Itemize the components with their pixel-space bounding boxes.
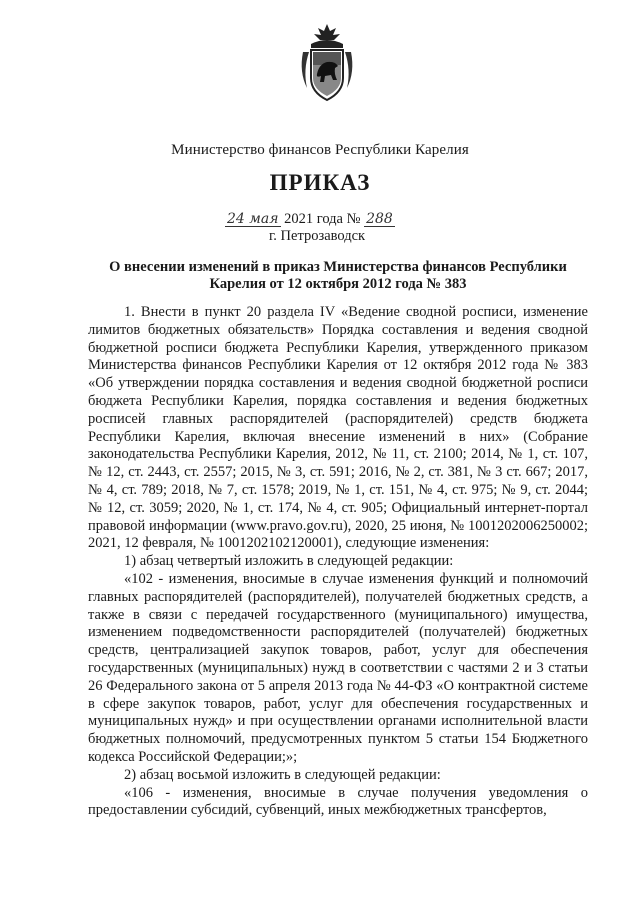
document-body bbox=[88, 304, 588, 820]
subject-heading: О внесении изменений в приказ Министерства финансов Республики Карелия от 12 октября 2012 года № 383 bbox=[109, 259, 567, 292]
city-line: г. Петрозаводск bbox=[269, 228, 366, 244]
ministry-name: Министерство финансов Республики Карелия bbox=[171, 142, 469, 158]
paragraph-1: 1. Внести в пункт 20 раздела IV «Ведение сводной росписи, изменение лимитов бюджетных обязательств» Порядка составления и ведения сводной бюджетной росписи бюджета Республики Карелия, утвержденного приказом Министерства финансов Республики Карелия от 12 октября 2012 года № 383 «Об утверждении порядка составления и ведения сводной бюджетной росписи бюджета Республики Карелия, порядка составления и ведения бюджетных росписей главных распорядителей (распорядителей) средств бюджета Республики Карелия, включая внесение изменений в них» (Собрание законодательства Республики Карелия, 2012, № 11, ст. 2100; 2014, № 1, ст. 107, № 12, ст. 2443, ст. 2557; 2015, № 3, ст. 591; 2016, № 2, ст. 381, № 3 ст. 667; 2017, № 4, ст. 789; 2018, № 7, ст. 1578; 2019, № 1, ст. 151, № 4, ст. 975; № 9, ст. 2044; № 12, ст. 3059; 2020, № 1, ст. 174, № 4, ст. 905; Официальный интернет-портал правовой информации (www.pravo.gov.ru), 2020, 25 июня, № 1001202006250002; 2021, 12 февраля, № 1001202102120001), следующие изменения: bbox=[88, 304, 588, 552]
paragraph-4: 2) абзац восьмой изложить в следующей редакции: bbox=[124, 766, 441, 783]
date-number-line bbox=[225, 211, 395, 228]
year-text: 2021 года № bbox=[284, 211, 361, 227]
paragraph-5: «106 - изменения, вносимые в случае получения уведомления о предоставлении субсидий, субвенций, иных межбюджетных трансфертов, bbox=[88, 784, 588, 819]
paragraph-3: «102 - изменения, вносимые в случае изменения функций и полномочий главных распорядителей (распорядителей), получателей бюджетных средств, а также в связи с передачей государственного (муниципального) имущества, изменением подведомственности распорядителей (получателей) бюджетных средств, централизацией закупок товаров, работ, услуг для обеспечения государственных (муниципальных) нужд в соответствии с частями 2 и 3 статьи 26 Федерального закона от 5 апреля 2013 года № 44-ФЗ «О контрактной системе в сфере закупок товаров, работ, услуг для обеспечения государственных и муниципальных нужд» и при осуществлении органами исполнительной власти бюджетных полномочий, предусмотренных пунктом 5 статьи 154 Бюджетного кодекса Российской Федерации;»; bbox=[88, 570, 588, 765]
document-title: ПРИКАЗ bbox=[269, 170, 371, 195]
handwritten-date: 24 мая bbox=[227, 211, 279, 227]
coat-of-arms-icon bbox=[297, 22, 357, 104]
paragraph-2: 1) абзац четвертый изложить в следующей редакции: bbox=[124, 553, 454, 570]
handwritten-number: 288 bbox=[366, 211, 393, 227]
